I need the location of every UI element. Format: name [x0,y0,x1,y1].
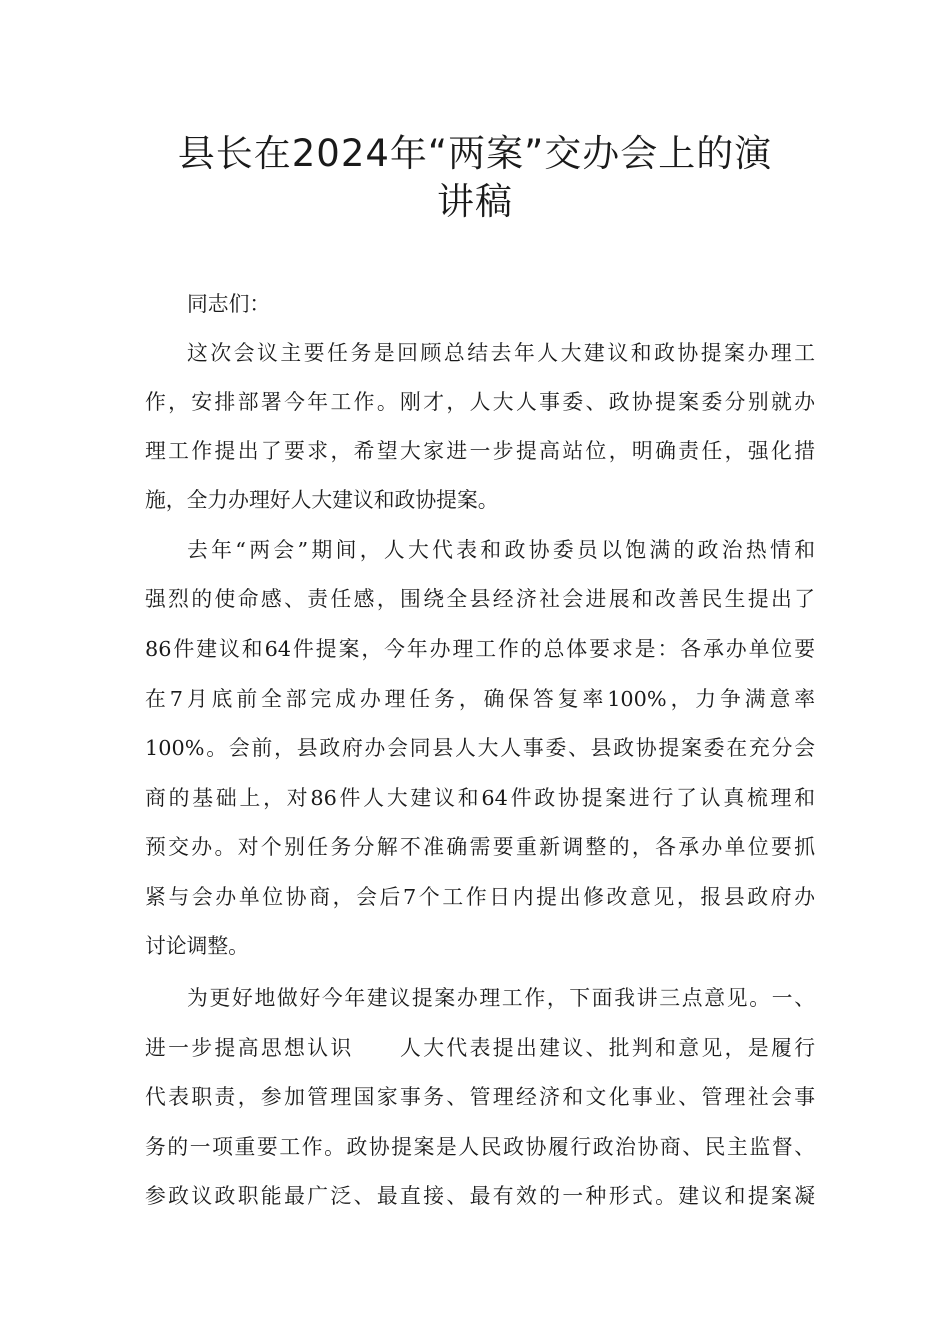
text-line: 理工作提出了要求，希望大家进一步提高站位，明确责任，强化措 [145,439,815,463]
text-line: 参政议政职能最广泛、最直接、最有效的一种形式。建议和提案凝 [145,1184,815,1208]
text-line: 进一步提高思想认识 人大代表提出建议、批判和意见，是履行 [145,1036,815,1060]
text-line: 去年“两会”期间，人大代表和政协委员以饱满的政治热情和 [187,538,815,562]
text-line: 这次会议主要任务是回顾总结去年人大建议和政协提案办理工 [187,341,815,365]
text-line: 强烈的使命感、责任感，围绕全县经济社会进展和改善民生提出了 [145,587,815,611]
text-line: 施，全力办理好人大建议和政协提案。 [145,488,499,512]
text-line: 商的基础上，对86件人大建议和64件政协提案进行了认真梳理和 [145,786,815,810]
text-line: 为更好地做好今年建议提案办理工作，下面我讲三点意见。一、 [187,986,815,1010]
text-line: 务的一项重要工作。政协提案是人民政协履行政治协商、民主监督、 [145,1135,815,1159]
text-line: 预交办。对个别任务分解不准确需要重新调整的，各承办单位要抓 [145,835,815,859]
text-line: 紧与会办单位协商，会后7个工作日内提出修改意见，报县政府办 [145,885,815,909]
text-line: 作，安排部署今年工作。刚才，人大人事委、政协提案委分别就办 [145,390,815,414]
text-line: 讨论调整。 [145,934,249,958]
text-line: 86件建议和64件提案，今年办理工作的总体要求是：各承办单位要 [145,637,815,661]
text-line: 在7月底前全部完成办理任务，确保答复率100%，力争满意率 [145,687,815,711]
salutation: 同志们： [187,292,271,316]
text-line: 代表职责，参加管理国家事务、管理经济和文化事业、管理社会事 [145,1085,815,1109]
document-title-line-1: 县长在2024年“两案”交办会上的演 [177,132,773,175]
text-line: 100%。会前，县政府办会同县人大人事委、县政协提案委在充分会 [145,736,815,760]
document-title-line-2: 讲稿 [437,180,513,223]
